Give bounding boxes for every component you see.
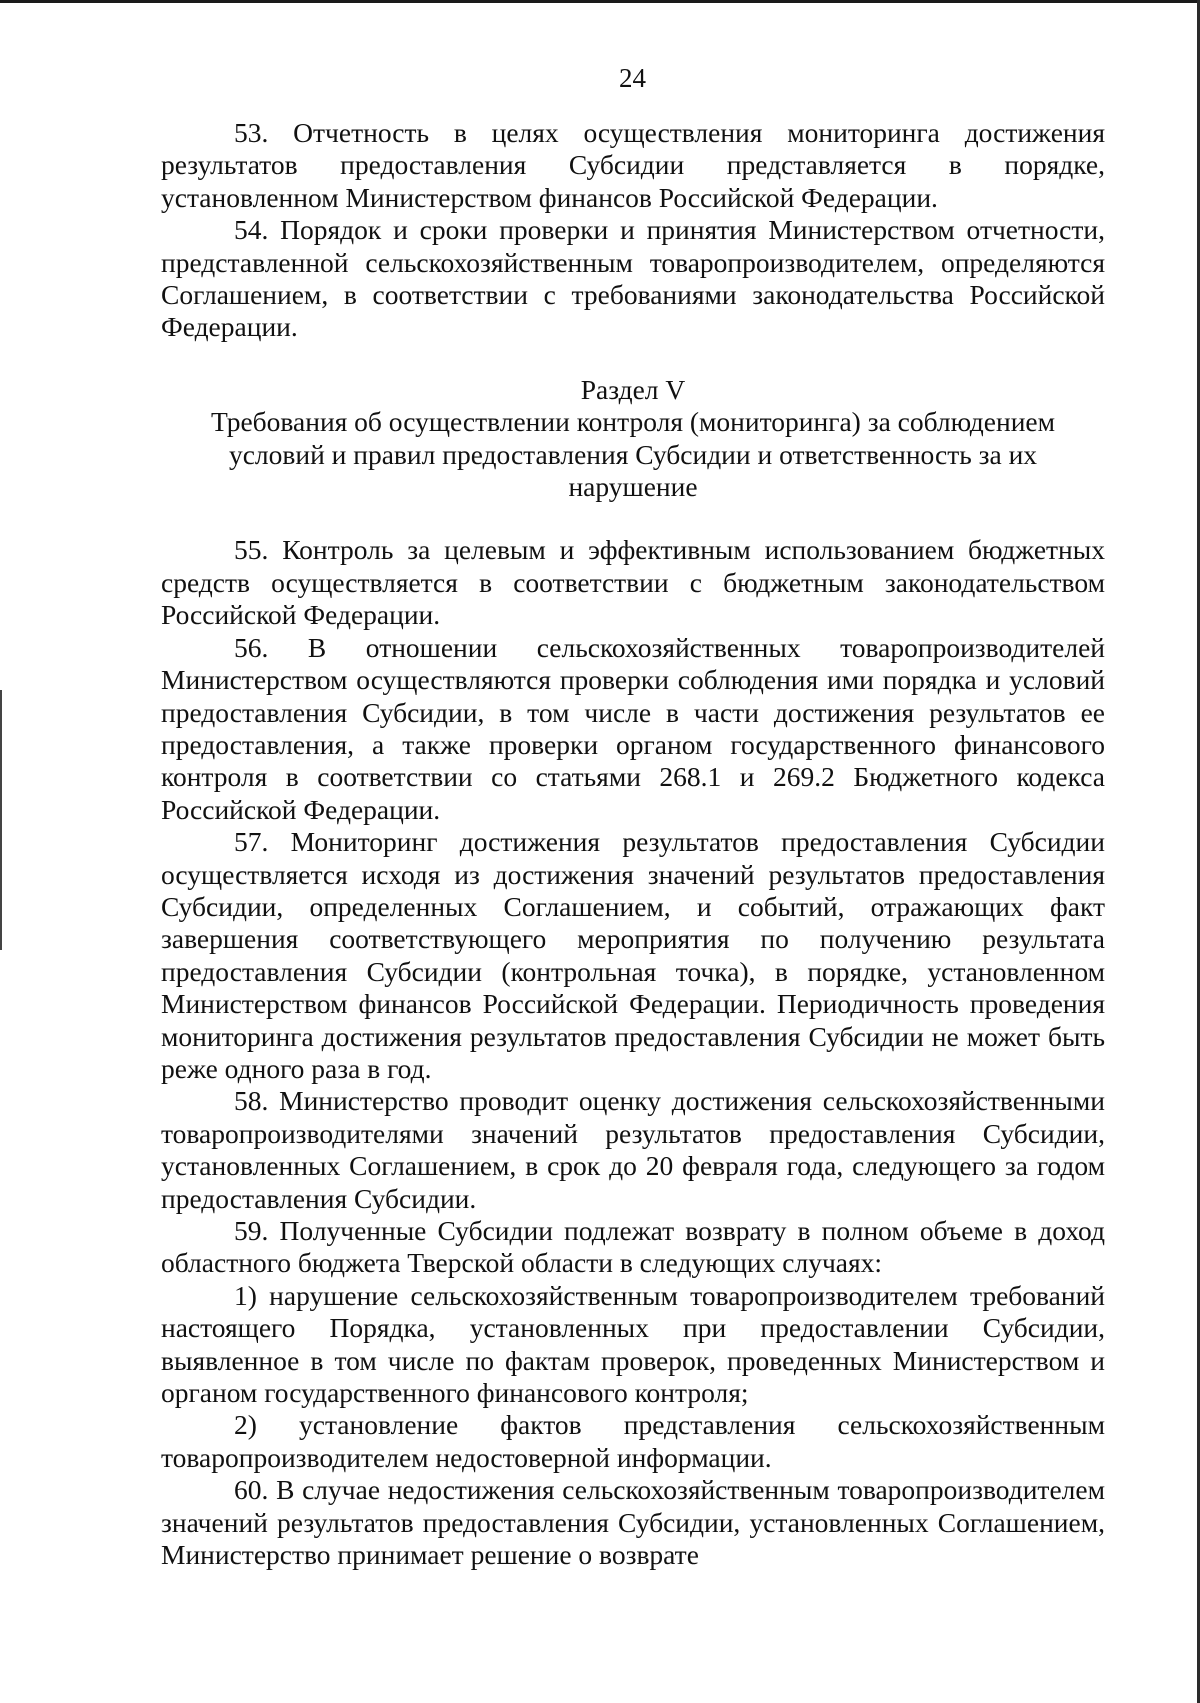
paragraph-54: 54. Порядок и сроки проверки и принятия Министерством отчетности, представленной сельскохозяйственным товаропроизводителем, определяются Соглашением, в соответствии с требованиями законодательства Российской Федерации.	[161, 214, 1105, 343]
paragraph-57: 57. Мониторинг достижения результатов предоставления Субсидии осуществляется исходя из достижения значений результатов предоставления Субсидии, определенных Соглашением, и событий, отражающих факт завершения соответствующего мероприятия по получению результата предоставления Субсидии (контрольная точка), в порядке, установленном Министерством финансов Российской Федерации. Периодичность проведения мониторинга достижения результатов предоставления Субсидии не может быть реже одного раза в год.	[161, 826, 1105, 1084]
document-body	[161, 117, 1105, 1571]
scan-border-top	[0, 0, 1200, 3]
paragraph-58: 58. Министерство проводит оценку достижения сельскохозяйственными товаропроизводителями значений результатов предоставления Субсидии, установленных Соглашением, в срок до 20 февраля года, следующего за годом предоставления Субсидии.	[161, 1085, 1105, 1214]
paragraph-59: 59. Полученные Субсидии подлежат возврату в полном объеме в доход областного бюджета Тверской области в следующих случаях:	[161, 1215, 1105, 1279]
paragraph-60: 60. В случае недостижения сельскохозяйственным товаропроизводителем значений результатов предоставления Субсидии, установленных Соглашением, Министерство принимает решение о возврате	[161, 1474, 1105, 1571]
paragraph-56: 56. В отношении сельскохозяйственных товаропроизводителей Министерством осуществляются проверки соблюдения ими порядка и условий предоставления Субсидии, в том числе в части достижения результатов ее предоставления, а также проверки органом государственного финансового контроля в соответствии со статьями 268.1 и 269.2 Бюджетного кодекса Российской Федерации.	[161, 631, 1105, 825]
paragraph-53: 53. Отчетность в целях осуществления мониторинга достижения результатов предоставления Субсидии представляется в порядке, установленном Министерством финансов Российской Федерации.	[161, 117, 1105, 213]
section-title: Требования об осуществлении контроля (мониторинга) за соблюдением условий и правил предоставления Субсидии и ответственность за их нарушение	[210, 406, 1056, 503]
section-label: Раздел V	[580, 373, 686, 405]
paragraph-55: 55. Контроль за целевым и эффективным использованием бюджетных средств осуществляется в соответствии с бюджетным законодательством Российской Федерации.	[161, 534, 1105, 631]
page-number: 24	[619, 63, 646, 93]
scan-border-left	[0, 690, 2, 950]
list-item-1: 1) нарушение сельскохозяйственным товаропроизводителем требований настоящего Порядка, установленных при предоставлении Субсидии, выявленное в том числе по фактам проверок, проведенных Министерством и органом государственного финансового контроля;	[161, 1279, 1105, 1409]
list-item-2: 2) установление фактов представления сельскохозяйственным товаропроизводителем недостоверной информации.	[161, 1409, 1105, 1473]
section-heading	[161, 374, 1105, 504]
